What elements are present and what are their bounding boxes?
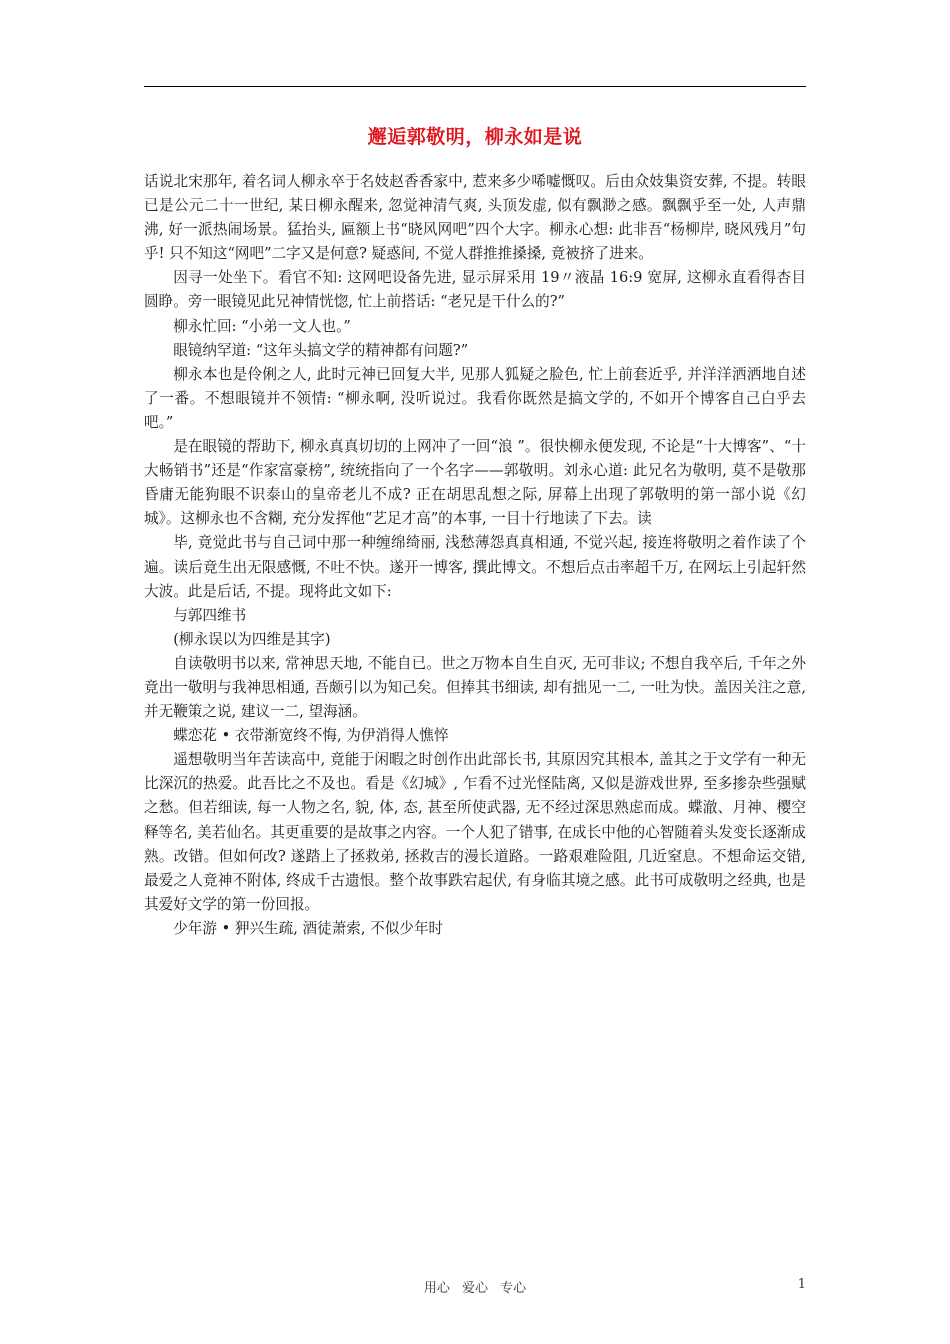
paragraph: 眼镜纳罕道: “这年头搞文学的精神都有问题?” [173,341,469,359]
page-number: 1 [797,1277,806,1292]
paragraph: 是在眼镜的帮助下, 柳永真真切切的上网冲了一回“浪 ”。很快柳永便发现, 不论是“十大博客”、“十大畅销书”还是“作家富豪榜”, 统统指向了一个名字——郭敬明。刘永心道: 此兄名为敬明, 莫不是敬那昏庸无能狗眼不识泰山的皇帝老儿不成? 正在胡思乱想之际, 屏幕上出现了郭敬明的第一部小说《幻城》。这柳永也不含糊, 充分发挥他“艺足才高”的本事, 一目十行地读了下去。读 [144,438,806,528]
article-body [144,170,806,941]
paragraph: 因寻一处坐下。看官不知: 这网吧设备先进, 显示屏采用 19〃液晶 16:9 宽屏, 这柳永直看得杏目圆睁。旁一眼镜见此兄神情恍惚, 忙上前搭话: “老兄是干什么的?” [144,269,806,311]
paragraph: 话说北宋那年, 着名词人柳永卒于名妓赵香香家中, 惹来多少唏嘘慨叹。后由众妓集资安葬, 不提。转眼已是公元二十一世纪, 某日柳永醒来, 忽觉神清气爽, 头顶发虚, 似有飘渺之感。飘飘乎至一处, 人声鼎沸, 好一派热闹场景。猛抬头, 匾额上书“晓风网吧”四个大字。柳永心想: 此非吾“杨柳岸, 晓风残月”句乎! 只不知这“网吧”二字又是何意? 疑惑间, 不觉人群推推搡搡, 竟被挤了进来。 [144,173,806,263]
paragraph: 柳永本也是伶俐之人, 此时元神已回复大半, 见那人狐疑之脸色, 忙上前套近乎, 并洋洋洒洒地自述了一番。不想眼镜并不领情: “柳永啊, 没听说过。我看你既然是搞文学的, 不如开个博客自己白乎去吧。” [144,365,806,431]
article-title: 邂逅郭敬明，柳永如是说 [367,126,583,148]
paragraph: 毕, 竟觉此书与自己词中那一种缠绵绮丽, 浅愁薄怨真真相通, 不觉兴起, 接连将敬明之着作读了个遍。读后竟生出无限感慨, 不吐不快。遂开一博客, 撰此博文。不想后点击率超千万, 在网坛上引起轩然大波。此是后话, 不提。现将此文如下: [144,534,806,600]
footer-motto: 用心 爱心 专心 [423,1281,527,1296]
letter-heading: 与郭四维书 [173,606,247,624]
letter-note: (柳永误以为四维是其字) [173,630,331,648]
paragraph: 自读敬明书以来, 常神思天地, 不能自已。世之万物本自生自灭, 无可非议; 不想自我卒后, 千年之外竟出一敬明与我神思相通, 吾颇引以为知己矣。但捧其书细读, 却有拙见一二, 一吐为快。盖因关注之意, 并无鞭策之说, 建议一二, 望海涵。 [144,654,806,721]
section-heading: 蝶恋花 • 衣带渐宽终不悔, 为伊消得人憔悴 [173,727,449,745]
paragraph: 柳永忙回: “小弟一文人也。” [173,317,351,335]
paragraph: 遥想敬明当年苦读高中, 竟能于闲暇之时创作出此部长书, 其原因究其根本, 盖其之于文学有一种无比深沉的热爱。此吾比之不及也。看是《幻城》, 乍看不过光怪陆离, 又似是游戏世界, 至多掺杂些强赋之愁。但若细读, 每一人物之名, 貌, 体, 态, 甚至所使武器, 无不经过深思熟虑而成。蝶澈、月神、樱空释等名, 美若仙名。其更重要的是故事之内容。一个人犯了错事, 在成长中他的心智随着头发变长逐渐成熟。改错。但如何改? 遂踏上了拯救弟, 拯救吉的漫长道路。一路艰难险阻, 几近窒息。不想命运交错, 最爱之人竟神不附体, 终成千古遗恨。整个故事跌宕起伏, 有身临其境之感。此书可成敬明之经典, 也是其爱好文学的第一份回报。 [144,751,806,913]
section-heading: 少年游 • 狎兴生疏, 酒徒萧索, 不似少年时 [173,919,444,937]
header-rule [144,86,806,87]
